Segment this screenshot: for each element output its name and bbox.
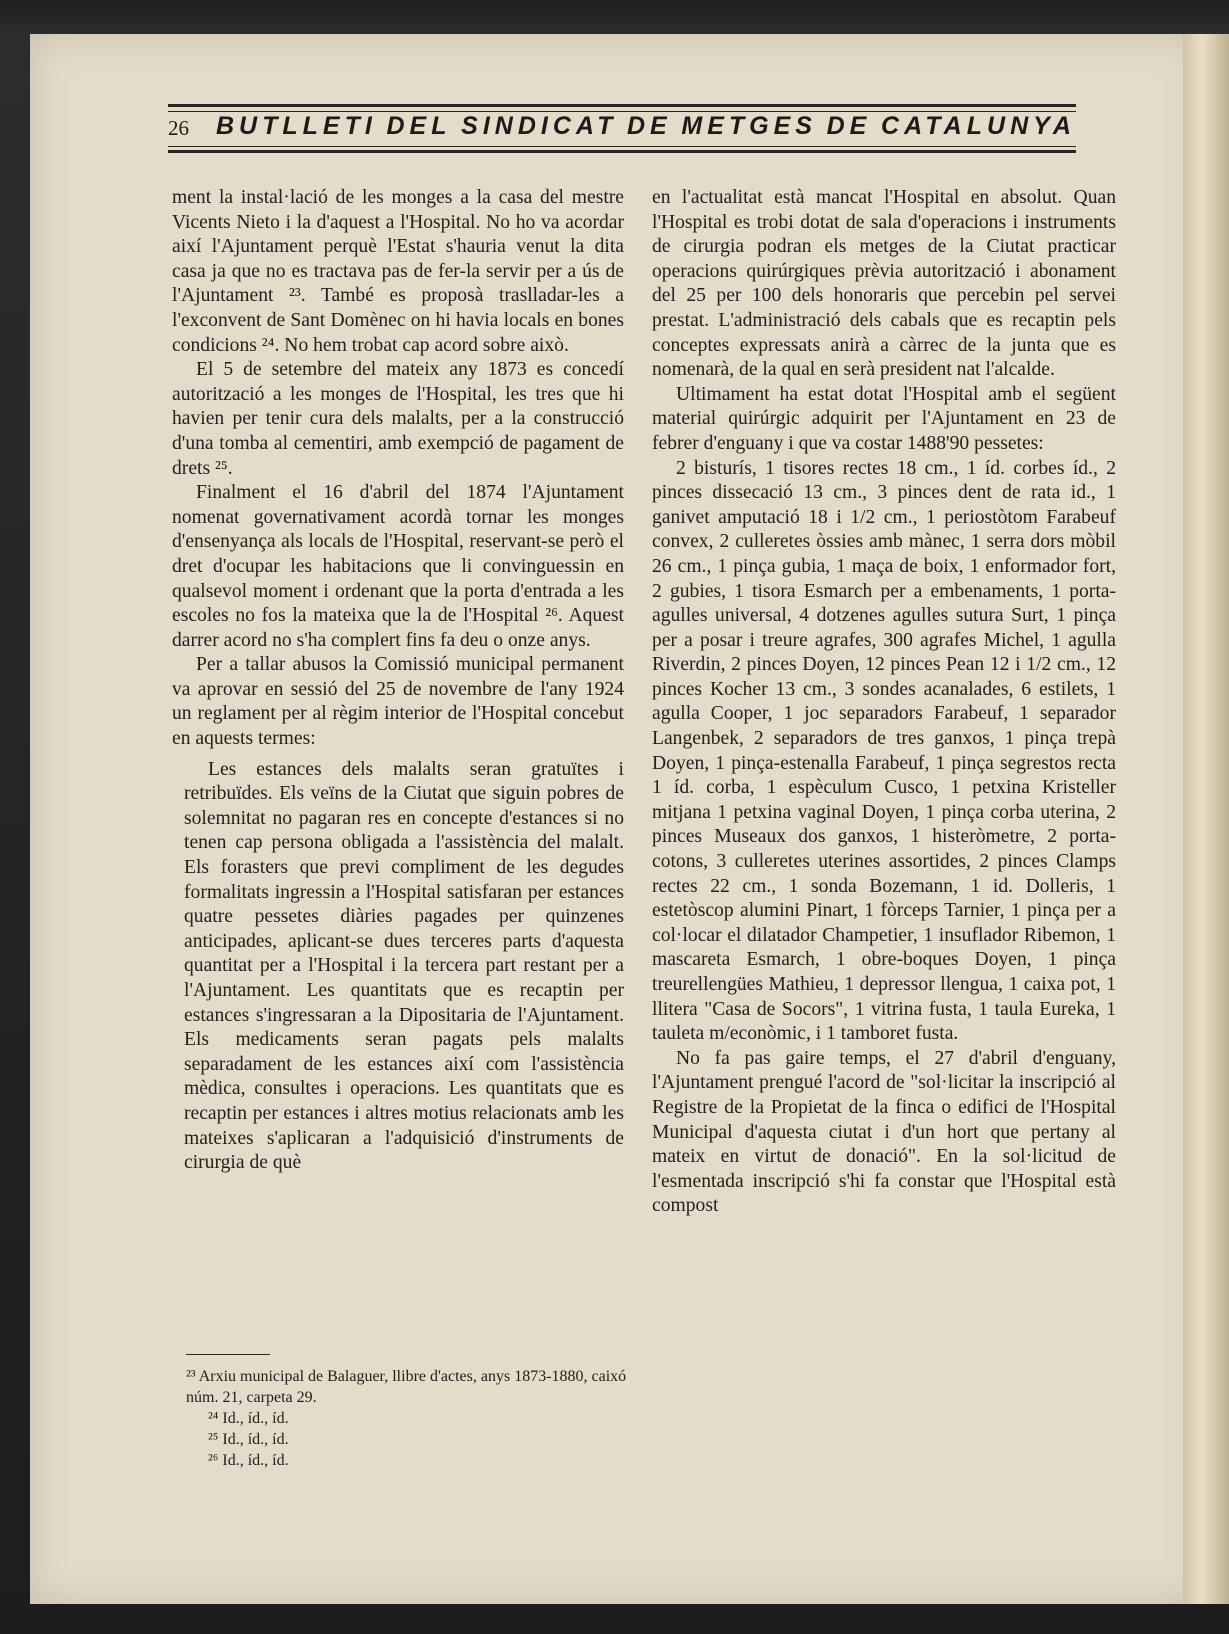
running-header — [168, 104, 1076, 156]
paragraph: Per a tallar abusos la Comissió municipal permanent va aprovar en sessió del 25 de novembre de l'any 1924 un reglament per al règim interior de l'Hospital concebut en aquests termes: — [172, 654, 624, 750]
footnote: ²⁴ Id., íd., íd. — [208, 1410, 289, 1427]
title-word: SINDICAT — [461, 112, 618, 140]
paragraph: en l'actualitat està mancat l'Hospital en absolut. Quan l'Hospital es trobi dotat de sala d'operacions i instruments de cirurgia podran els metges de la Ciutat practicar operacions quirúrgiques prèvia autorització i abonament del 25 per 100 dels honoraris que percebin pel servei prestat. L'administració dels cabals que es recaptin pels conceptes expressats anirà a càrrec de la junta que es nomenarà, de la qual en serà president nat l'alcalde. — [652, 187, 1116, 381]
paragraph: Finalment el 16 d'abril del 1874 l'Ajuntament nomenat governativament acordà tornar les monges d'ensenyança als locals de l'Hospital, reservant-se però el dret d'ocupar les habitacions que li convinguessin en qualsevol moment i ordenant que la porta d'entrada a les escoles no fos la mateixa que la de l'Hospital ²⁶. Aquest darrer acord no s'ha complert fins fa deu o onze anys. — [172, 482, 624, 651]
footnote: ²³ Arxiu municipal de Balaguer, llibre d'actes, anys 1873-1880, caixó núm. 21, carpeta 29. — [186, 1368, 627, 1406]
footnotes — [186, 1366, 641, 1471]
title-word: CATALUNYA — [881, 112, 1076, 140]
paragraph: ment la instal·lació de les monges a la casa del mestre Vicents Nieto i la d'aquest a l'Hospital. No ho va acordar així l'Ajuntament perquè l'Estat s'hauria venut la dita casa ja que no es tractava pas de fer-la servir per a ús de l'Ajuntament ²³. També es proposà traslladar-les a l'exconvent de Sant Domènec on hi havia locals en bones condicions ²⁴. No hem trobat cap acord sobre això. — [172, 187, 624, 356]
title-word: DE — [627, 112, 672, 140]
header-rule — [168, 150, 1076, 153]
journal-title — [216, 112, 1076, 141]
equipment-list: 2 bisturís, 1 tisores rectes 18 cm., 1 íd. corbes íd., 2 pinces dissecació 13 cm., 3 pinces dent de rata id., 1 ganivet amputació 18 i 1/2 cm., 1 periostòtom Farabeuf convex, 2 culleretes òssies amb mànec, 1 serra dors mòbil 26 cm., 1 pinça gubia, 1 maça de boix, 1 enformador fort, 2 gubies, 1 tisora Esmarch per a embenaments, 1 porta-agulles universal, 4 dotzenes agulles sutura Surt, 1 pinça per a posar i treure agrafes, 300 agrafes Michel, 1 agulla Riverdin, 2 pinces Doyen, 12 pinces Pean 12 i 1/2 cm., 12 pinces Kocher 13 cm., 3 sondes acanalades, 6 estilets, 1 agulla Cooper, 1 joc separadors Farabeuf, 1 separador Langenbek, 2 separadors de tres ganxos, 1 pinça trepà Doyen, 1 pinça-estenalla Farabeuf, 1 pinça segrestos recta 1 íd. corba, 1 espèculum Cusco, 1 petxina Kristeller mitjana 1 petxina vaginal Doyen, 1 pinça corba uterina, 2 pinces Museaux dos ganxos, 1 histeròmetre, 2 porta-cotons, 3 culleretes uterines assortides, 2 pinces Clamps rectes 22 cm., 1 sonda Bozemann, 1 id. Dolleris, 1 estetòscop alumini Pinart, 1 fòrceps Tarnier, 1 pinça per a col·locar el dilatador Champetier, 1 insuflador Ribemon, 1 mascareta Esmarch, 1 obre-boques Doyen, 1 pinça treurellengües Mathieu, 1 depressor llengua, 1 caixa pot, 1 llitera "Casa de Socors", 1 vitrina fusta, 1 taula Eureka, 1 tauleta m/econòmic, i 1 tamboret fusta. — [652, 457, 1116, 1045]
header-rule — [168, 104, 1076, 107]
header-rule — [168, 146, 1076, 147]
left-column — [172, 186, 624, 1176]
paragraph: Ultimament ha estat dotat l'Hospital amb el següent material quirúrgic adquirit per l'Ajuntament en 23 de febrer d'enguany i que va costar 1488'90 pessetes: — [652, 383, 1116, 454]
title-word: DE — [826, 112, 872, 140]
title-word: DEL — [386, 112, 452, 140]
footnote-rule — [186, 1354, 270, 1355]
footnote: ²⁶ Id., íd., íd. — [208, 1452, 289, 1469]
title-word: BUTLLETI — [216, 112, 377, 140]
footnote: ²⁵ Id., íd., íd. — [208, 1431, 289, 1448]
quoted-regulation: Les estances dels malalts seran gratuïtes i retribuïdes. Els veïns de la Ciutat que siguin pobres de solemnitat no pagaran res en concepte d'estances si no tenen cap persona obligada a l'assistència del malalt. Els forasters que previ compliment de les degudes formalitats ingressin a l'Hospital satisfaran per estances quatre pessetes diàries pagades per quinzenes anticipades, aplicant-se dues terceres parts d'aquesta quantitat per a l'Hospital i la tercera part restant per a l'Ajuntament. Les quantitats que es recaptin per estances s'ingressaran a la Dipositaria de l'Ajuntament. Els medicaments seran pagats pels malalts separadament de les estances així com l'assistència mèdica, consultes i operacions. Les quantitats que es recaptin per estances i altres motius relacionats amb les mateixes s'aplicaran a l'adquisició d'instruments de cirurgia de què — [184, 758, 624, 1174]
title-word: METGES — [681, 112, 817, 140]
page-number: 26 — [168, 116, 189, 140]
right-column — [652, 186, 1116, 1219]
paragraph: El 5 de setembre del mateix any 1873 es concedí autorització a les monges de l'Hospital, les tres que hi havien per tenir cura dels malalts, per a la construcció d'una tomba al cementiri, amb exempció de pagament de drets ²⁵. — [172, 359, 624, 479]
paragraph: No fa pas gaire temps, el 27 d'abril d'enguany, l'Ajuntament prengué l'acord de "sol·licitar la inscripció al Registre de la Propietat de la finca o edifici de l'Hospital Municipal d'aquesta ciutat i d'un hort que pertany al mateix en virtut de donació". En la sol·licitud de l'esmentada inscripció s'hi fa constar que l'Hospital està compost — [652, 1047, 1116, 1217]
facing-page-edge — [1183, 34, 1229, 1604]
